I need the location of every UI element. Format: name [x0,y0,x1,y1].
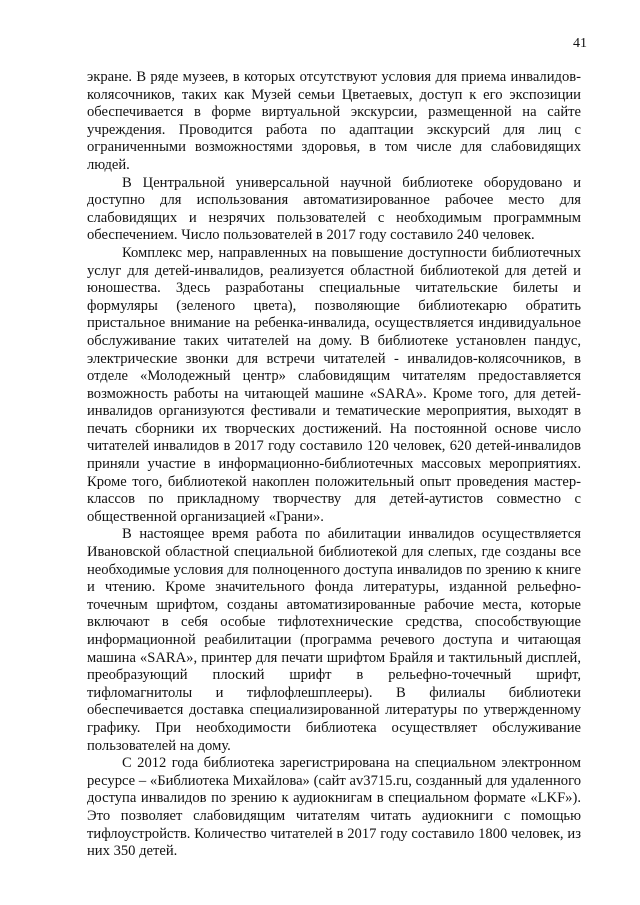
paragraph-children-library: Комплекс мер, направленных на повышение доступности библиотечных услуг для детей-инвалидов, реализуется областной библиотекой для детей и юношества. Здесь разработаны специальные читательские билеты и формуляры (зеленого цвета), позволяющие библиотекарю обратить пристальное внимание на ребенка-инвалида, осуществляется индивидуальное обслуживание таких читателей на дому. В библиотеке установлен пандус, электрические звонки для встречи читателей - инвалидов-колясочников, в отделе «Молодежный центр» слабовидящим читателям предоставляется возможность работы на читающей машине «SARA». Кроме того, для детей-инвалидов организуются фестивали и тематические мероприятия, выходят в печать сборники их творческих достижений. На постоянной основе число читателей инвалидов в 2017 году составило 120 человек, 620 детей-инвалидов приняли участие в информационно-библиотечных массовых мероприятиях. Кроме того, библиотекой накоплен положительный опыт проведения мастер-классов по прикладному творчеству для детей-аутистов совместно с общественной организацией «Грани». [87,244,581,525]
paragraph-library-for-blind: В настоящее время работа по абилитации инвалидов осуществляется Ивановской областной специальной библиотекой для слепых, где созданы все необходимые условия для полноценного доступа инвалидов по зрению к книге и чтению. Кроме значительного фонда литературы, изданной рельефно-точечным шрифтом, созданы автоматизированные рабочие места, которые включают в себя особые тифлотехнические средства, способствующие информационной реабилитации (программа речевого доступа и читающая машина «SARA», принтер для печати шрифтом Брайля и тактильный дисплей, преобразующий плоский шрифт в рельефно-точечный шрифт, тифломагнитолы и тифлофлешплееры). В филиалы библиотеки обеспечивается доставка специализированной литературы по утвержденному графику. При необходимости библиотека осуществляет обслуживание пользователей на дому. [87,526,581,754]
page-number: 41 [573,36,587,51]
paragraph-museums: экране. В ряде музеев, в которых отсутствуют условия для приема инвалидов-колясочников, таких как Музей семьи Цветаевых, доступ к его экспозиции обеспечивается в форме виртуальной экскурсии, размещенной на сайте учреждения. Проводится работа по адаптации экскурсий для лиц с ограниченными возможностями здоровья, в том числе для слабовидящих людей. [87,69,581,173]
body-text [87,69,581,861]
paragraph-central-library: В Центральной универсальной научной библиотеке оборудовано и доступно для использования автоматизированное рабочее место для слабовидящих и незрячих пользователей с необходимым программным обеспечением. Число пользователей в 2017 году составило 240 человек. [87,174,581,244]
paragraph-mikhailov-library: С 2012 года библиотека зарегистрирована на специальном электронном ресурсе – «Библиотека Михайлова» (сайт av3715.ru, созданный для удаленного доступа инвалидов по зрению к аудиокнигам в специальном формате «LKF»). Это позволяет слабовидящим читателям читать аудиокниги с помощью тифлоустройств. Количество читателей в 2017 году составило 1800 человек, из них 350 детей. [87,755,581,860]
